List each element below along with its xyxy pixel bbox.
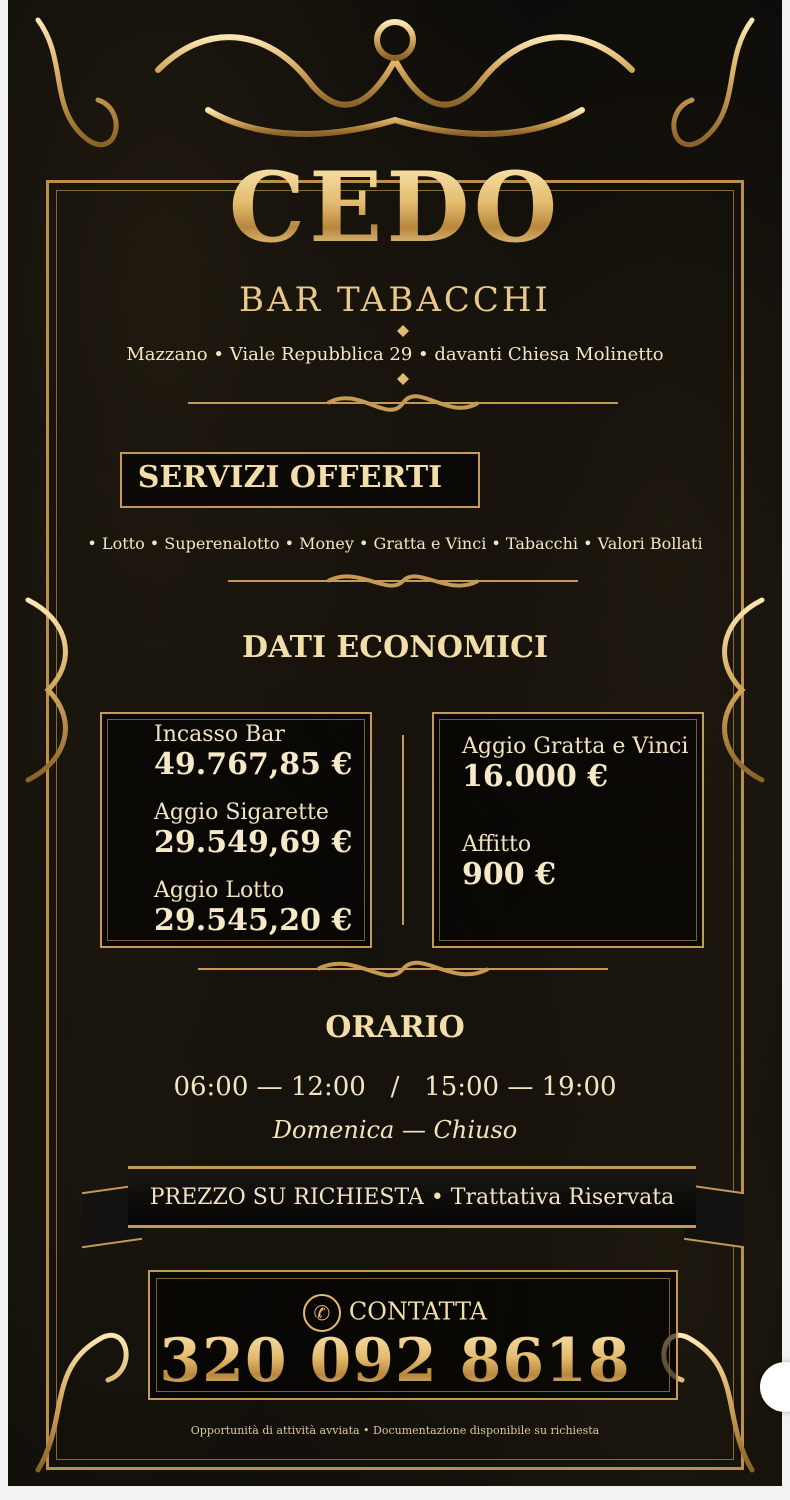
econ-item-aggio-lotto <box>154 878 352 938</box>
econ-value: 29.545,20 € <box>154 903 353 938</box>
econ-label: Aggio Sigarette <box>154 800 329 825</box>
address: Mazzano • Viale Repubblica 29 • davanti Chiesa Molinetto <box>126 344 664 365</box>
econ-label: Aggio Lotto <box>154 878 285 903</box>
econ-label: Affitto <box>462 832 532 857</box>
footnote: Opportunità di attività avviata • Documentazione disponibile su richiesta <box>190 1424 600 1437</box>
econ-value: 49.767,85 € <box>154 747 353 782</box>
phone-number[interactable]: 320 092 8618 <box>8 1326 782 1396</box>
price-ribbon <box>128 1166 696 1228</box>
econ-value: 16.000 € <box>462 759 609 794</box>
econ-item-aggio-sigarette <box>154 800 352 860</box>
hours-times: 06:00 — 12:00 / 15:00 — 19:00 <box>173 1072 617 1102</box>
econ-value: 29.549,69 € <box>154 825 353 860</box>
poster <box>8 0 782 1486</box>
price-text: PREZZO SU RICHIESTA • Trattativa Riservata <box>149 1184 675 1210</box>
services-heading: SERVIZI OFFERTI <box>137 460 443 495</box>
hours-heading: ORARIO <box>325 1010 465 1045</box>
page-title: CEDO <box>8 160 782 256</box>
hours-closed: Domenica — Chiuso <box>272 1116 518 1144</box>
econ-label: Aggio Gratta e Vinci <box>462 734 689 759</box>
contact-label: CONTATTA <box>348 1297 488 1326</box>
economics-heading: DATI ECONOMICI <box>241 630 549 665</box>
page-subtitle: BAR TABACCHI <box>239 280 551 320</box>
services-list: • Lotto • Superenalotto • Money • Gratta e Vinci • Tabacchi • Valori Bollati <box>87 534 703 553</box>
econ-label: Incasso Bar <box>154 722 285 747</box>
econ-item-aggio-gratta <box>462 734 688 794</box>
econ-value: 900 € <box>462 857 556 892</box>
top-crest-ornament <box>158 22 632 134</box>
econ-item-incasso-bar <box>154 722 352 782</box>
econ-item-affitto <box>462 832 556 892</box>
phone-icon: ✆ <box>303 1294 341 1332</box>
